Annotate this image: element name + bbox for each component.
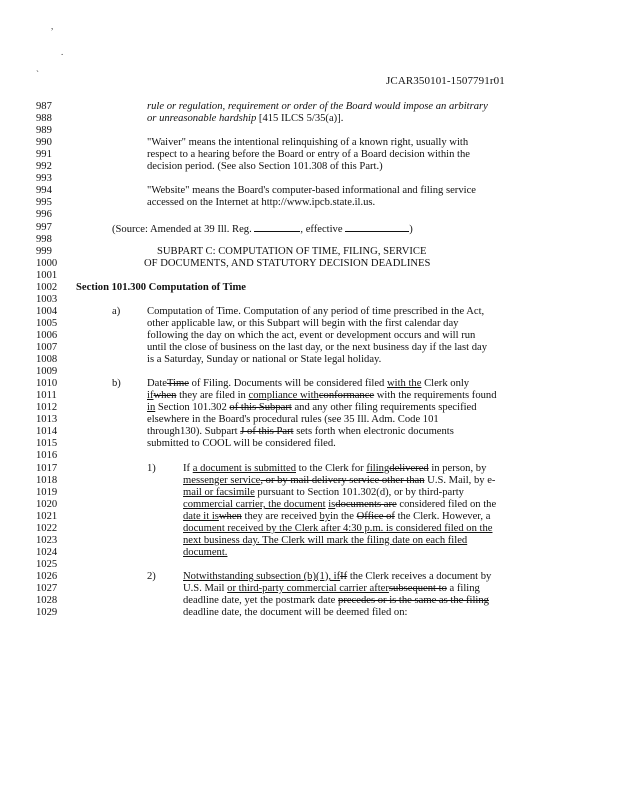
line-number: 988 <box>36 113 52 124</box>
text-segment: subsequent to <box>388 583 447 594</box>
text-segment: next business day. The Clerk will mark the filing date on each filed <box>183 535 468 546</box>
text-segment: "Waiver" means the intentional relinquishing of a known right, usually with <box>147 137 469 148</box>
text-segment: or unreasonable hardship <box>147 113 257 124</box>
text-segment: decision period. (See also Section 101.308 of this Part.) <box>147 161 383 172</box>
text-segment: they are received <box>241 511 320 522</box>
line-number: 1022 <box>36 523 58 534</box>
text-segment: a) <box>112 306 121 317</box>
line-number: 987 <box>36 101 52 112</box>
margin-mark: , <box>51 21 54 31</box>
text-segment: rule or regulation, requirement or order of the Board would impose an arbitrary <box>147 101 488 112</box>
text-segment: J of this Part <box>240 426 294 437</box>
line-text <box>147 438 336 450</box>
line-number: 1014 <box>36 426 58 437</box>
line-number: 1023 <box>36 535 58 546</box>
line-number: 995 <box>36 197 52 208</box>
line-text <box>76 282 246 294</box>
line-text <box>147 101 488 113</box>
line-text <box>183 511 490 523</box>
line-number: 1001 <box>36 270 58 281</box>
text-segment: U.S. Mail <box>183 583 228 594</box>
line-number: 1024 <box>36 547 58 558</box>
line-number: 993 <box>36 173 52 184</box>
text-segment: of Filing. Documents will be considered filed <box>188 378 387 389</box>
list-marker <box>147 463 156 475</box>
text-segment: is <box>328 499 336 510</box>
line-number: 1026 <box>36 571 58 582</box>
line-text <box>183 463 486 475</box>
margin-mark: . <box>61 47 64 57</box>
line-number: 999 <box>36 246 52 257</box>
text-segment: Clerk only <box>421 378 470 389</box>
text-segment: documents are <box>335 499 397 510</box>
line-text <box>147 390 497 402</box>
line-number: 1006 <box>36 330 58 341</box>
text-segment: the Clerk receives a document by <box>347 571 492 582</box>
text-segment: respect to a hearing before the Board or entry of a Board decision within the <box>147 149 470 160</box>
text-segment: Section 101.300 Computation of Time <box>76 282 246 293</box>
text-segment: document. <box>183 547 228 558</box>
text-segment: , effective <box>300 224 346 235</box>
text-segment: to the Clerk for <box>296 463 367 474</box>
line-number: 1008 <box>36 354 58 365</box>
text-segment: other applicable law, or this Subpart will begin with the first calendar day <box>147 318 459 329</box>
line-number: 1021 <box>36 511 58 522</box>
text-segment: [415 ILCS 5/35(a)]. <box>256 113 344 124</box>
text-segment <box>254 222 300 232</box>
text-segment: , or by mail delivery service other than <box>260 475 425 486</box>
text-segment: deadline date, the document will be deemed filed on: <box>183 607 408 618</box>
line-number: 997 <box>36 222 52 233</box>
text-segment <box>345 222 409 232</box>
line-text <box>183 583 480 595</box>
text-segment: (Source: Amended at 39 Ill. Reg. <box>112 224 255 235</box>
text-segment: through130). Subpart <box>147 426 241 437</box>
text-segment: if <box>147 390 154 401</box>
text-segment: OF DOCUMENTS, AND STATUTORY DECISION DEADLINES <box>144 258 431 269</box>
text-segment: delivered <box>389 463 429 474</box>
list-marker <box>147 571 156 583</box>
text-segment: a filing <box>446 583 480 594</box>
line-number: 1029 <box>36 607 58 618</box>
line-text <box>183 547 227 559</box>
line-text <box>147 414 439 426</box>
line-text <box>147 185 476 197</box>
line-text <box>147 197 375 209</box>
line-number: 1019 <box>36 487 58 498</box>
text-segment: document received by the Clerk after 4:30 p.m. is considered filed on the <box>183 523 493 534</box>
line-number: 991 <box>36 149 52 160</box>
text-segment: in <box>147 402 156 413</box>
text-segment: is a Saturday, Sunday or national or State legal holiday. <box>147 354 382 365</box>
text-segment: date it is <box>183 511 219 522</box>
text-segment: b) <box>112 378 121 389</box>
text-segment: commercial carrier, the document <box>183 499 326 510</box>
line-text <box>183 607 407 619</box>
line-text <box>147 402 477 414</box>
line-text <box>183 499 496 511</box>
text-segment: by <box>319 511 331 522</box>
line-text <box>147 318 458 330</box>
line-number: 990 <box>36 137 52 148</box>
line-number: 1005 <box>36 318 58 329</box>
line-number: 1016 <box>36 450 58 461</box>
line-number: 1025 <box>36 559 58 570</box>
line-text <box>144 258 430 270</box>
text-segment: when <box>218 511 242 522</box>
line-text <box>183 535 467 547</box>
line-number: 1017 <box>36 463 58 474</box>
line-number: 989 <box>36 125 52 136</box>
text-segment: the Clerk. However, a <box>394 511 491 522</box>
text-segment: they are filed in <box>176 390 249 401</box>
text-segment: Section 101.302 <box>155 402 230 413</box>
line-text <box>147 149 470 161</box>
line-text <box>183 523 492 535</box>
text-segment: pursuant to Section 101.302(d), or by third-party <box>254 487 464 498</box>
document-id: JCAR350101-1507791r01 <box>386 75 505 87</box>
line-text <box>183 595 489 607</box>
text-segment: or third-party commercial carrier after <box>227 583 389 594</box>
line-number: 1010 <box>36 378 58 389</box>
text-segment: SUBPART C: COMPUTATION OF TIME, FILING, SERVICE <box>157 246 427 257</box>
line-number: 1013 <box>36 414 58 425</box>
line-number: 1004 <box>36 306 58 317</box>
text-segment: a document is submitted <box>192 463 296 474</box>
line-number: 1011 <box>36 390 57 401</box>
line-text <box>147 354 381 366</box>
line-number: 1028 <box>36 595 58 606</box>
line-text <box>147 306 484 318</box>
text-segment: sets forth when electronic documents <box>293 426 454 437</box>
text-segment: If <box>183 463 193 474</box>
line-text <box>147 113 343 125</box>
text-segment: in the <box>330 511 357 522</box>
line-number: 1027 <box>36 583 58 594</box>
line-number: 1020 <box>36 499 58 510</box>
line-text <box>183 475 495 487</box>
line-text <box>147 378 469 390</box>
text-segment: Office of <box>356 511 395 522</box>
line-number: 998 <box>36 234 52 245</box>
line-text <box>157 246 426 258</box>
text-segment: in person, by <box>428 463 487 474</box>
line-number: 996 <box>36 209 52 220</box>
line-number: 1018 <box>36 475 58 486</box>
line-text <box>147 426 454 438</box>
text-segment: until the close of business on the last day, or the next business day if the last day <box>147 342 488 353</box>
text-segment: Computation of Time. Computation of any period of time prescribed in the Act, <box>147 306 485 317</box>
margin-mark: ` <box>36 69 39 79</box>
line-number: 1003 <box>36 294 58 305</box>
text-segment: accessed on the Internet at http://www.ipcb.state.il.us. <box>147 197 376 208</box>
line-number: 1002 <box>36 282 58 293</box>
text-segment: filing <box>366 463 390 474</box>
list-marker <box>112 306 120 318</box>
list-marker <box>112 378 121 390</box>
text-segment: mail or facsimile <box>183 487 255 498</box>
text-segment: when <box>153 390 177 401</box>
line-number: 1007 <box>36 342 58 353</box>
line-number: 992 <box>36 161 52 172</box>
text-segment: "Website" means the Board's computer-based informational and filing service <box>147 185 476 196</box>
line-number: 1009 <box>36 366 58 377</box>
line-number: 1000 <box>36 258 58 269</box>
text-segment: deadline date, yet the postmark date <box>183 595 339 606</box>
text-segment: and any other filing requirements specified <box>291 402 477 413</box>
text-segment: of this Subpart <box>229 402 292 413</box>
text-segment: Date <box>147 378 167 389</box>
line-text <box>183 571 491 583</box>
line-text <box>183 487 464 499</box>
line-number: 1012 <box>36 402 58 413</box>
text-segment: 1) <box>147 463 156 474</box>
text-segment: considered filed on the <box>396 499 497 510</box>
text-segment: following the day on which the act, event or development occurs and will run <box>147 330 476 341</box>
text-segment: Time <box>167 378 189 389</box>
line-number: 994 <box>36 185 52 196</box>
text-segment: Notwithstanding subsection (b)(1), if <box>183 571 341 582</box>
text-segment: elsewhere in the Board's procedural rules (see 35 Ill. Adm. Code 101 <box>147 414 439 425</box>
line-text <box>147 330 475 342</box>
text-segment: compliance with <box>248 390 319 401</box>
text-segment: messenger service <box>183 475 261 486</box>
text-segment: conformance <box>318 390 375 401</box>
line-number: 1015 <box>36 438 58 449</box>
text-segment: submitted to COOL will be considered filed. <box>147 438 336 449</box>
text-segment: If <box>340 571 348 582</box>
line-text <box>147 342 487 354</box>
text-segment: ) <box>409 224 413 235</box>
text-segment: with the <box>387 378 422 389</box>
line-text <box>147 161 383 173</box>
text-segment: U.S. Mail, by e- <box>424 475 496 486</box>
text-segment: precedes or is the same as the filing <box>338 595 489 606</box>
text-segment: 2) <box>147 571 156 582</box>
line-text <box>147 137 468 149</box>
line-text <box>112 222 413 236</box>
text-segment: with the requirements found <box>374 390 497 401</box>
